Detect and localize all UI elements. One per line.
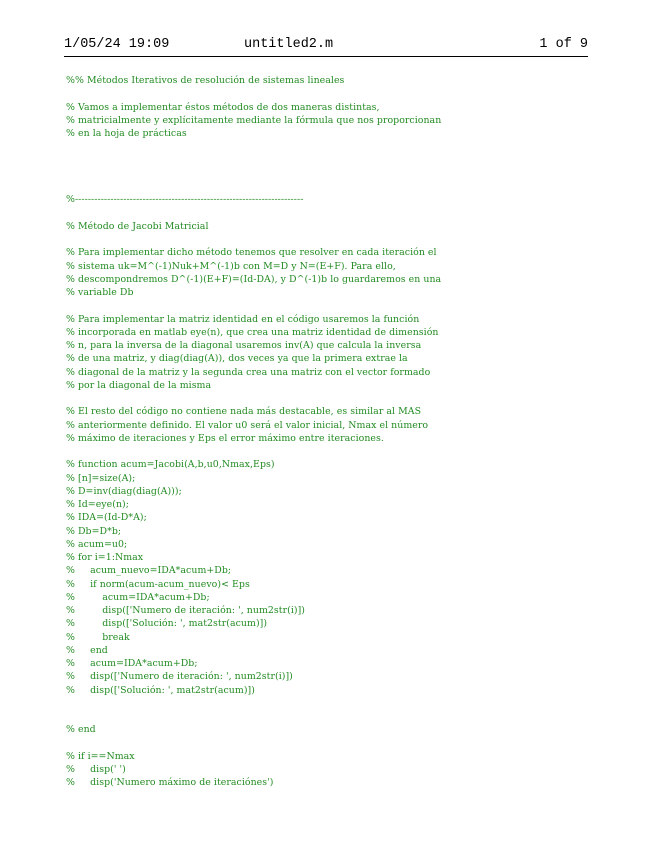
code-line: % variable Db [66,287,134,298]
file-name: untitled2.m [244,37,334,52]
code-line: % disp(['Solución: ', mat2str(acum)]) [66,684,255,696]
blank-line [66,207,590,220]
code-line: % disp(['Numero de iteración: ', num2str(i)]) [66,671,293,683]
blank-line [66,445,590,458]
code-line: % disp(' ') [66,764,126,775]
code-line: % acum_nuevo=IDA*acum+Db; [66,565,232,577]
blank-line [66,233,590,246]
code-line: % máximo de iteraciones y Eps el error máximo entre iteraciones. [66,432,384,444]
code-line: % Vamos a implementar éstos métodos de dos maneras distintas, [66,101,380,113]
blank-line [66,392,590,405]
code-line: % matricialmente y explícitamente mediante la fórmula que nos proporcionan [66,114,442,126]
blank-line [66,737,590,750]
code-line: % break [66,631,130,643]
code-line: % Para implementar dicho método tenemos que resolver en cada iteración el [66,247,437,259]
code-line: % end [66,724,96,736]
blank-line [66,87,590,100]
code-line: % incorporada en matlab eye(n), que crea una matriz identidad de dimensión [66,326,439,338]
code-line: % El resto del código no contiene nada más destacable, es similar al MAS [66,406,422,418]
blank-line [66,140,590,153]
code-line: % Para implementar la matriz identidad en el código usaremos la función [66,313,420,325]
code-line: % disp('Numero máximo de iteraciónes') [66,777,274,789]
code-line: % acum=IDA*acum+Db; [66,591,210,603]
code-line: % diagonal de la matriz y la segunda crea una matriz con el vector formado [66,366,431,378]
code-line: % if i==Nmax [66,750,135,762]
code-line: % Id=eye(n); [66,499,129,510]
print-date: 1/05/24 19:09 [64,37,170,52]
blank-line [66,710,590,723]
code-line: % for i=1:Nmax [66,552,144,563]
code-line: %% Métodos Iterativos de resolución de sistemas lineales [66,75,345,86]
code-line: % acum=u0; [66,538,128,550]
blank-line [66,180,590,193]
code-line: % descompondremos D^(-1)(E+F)=(Id-DA), y D^(-1)b lo guardaremos en una [66,273,442,285]
blank-line [66,167,590,180]
code-line: % Db=D*b; [66,525,122,537]
code-line: % en la hoja de prácticas [66,128,187,139]
code-line: % por la diagonal de la misma [66,379,212,391]
code-line: % if norm(acum-acum_nuevo)< Eps [66,578,250,590]
blank-line [66,299,590,312]
blank-line [66,154,590,167]
print-header [64,36,588,57]
code-line: % anteriormente definido. El valor u0 será el valor inicial, Nmax el número [66,419,429,431]
code-line: % de una matriz, y diag(diag(A)), dos veces ya que la primera extrae la [66,353,408,365]
code-line: % end [66,644,108,656]
blank-line [66,697,590,710]
code-line: % [n]=size(A); [66,472,136,484]
code-line: %----------------------------------------------------------------------- [66,194,304,206]
code-line: % sistema uk=M^(-1)Nuk+M^(-1)b con M=D y N=(E+F). Para ello, [66,260,396,272]
code-line: % acum=IDA*acum+Db; [66,658,198,669]
page-number: 1 of 9 [539,37,588,52]
code-line: % n, para la inversa de la diagonal usaremos inv(A) que calcula la inversa [66,340,422,351]
code-line: % D=inv(diag(diag(A))); [66,485,182,497]
code-line: % disp(['Numero de iteración: ', num2str(i)]) [66,605,306,616]
code-listing [66,74,590,790]
code-line: % IDA=(Id-D*A); [66,512,147,524]
code-line: % Método de Jacobi Matricial [66,220,209,232]
code-line: % disp(['Solución: ', mat2str(acum)]) [66,618,268,630]
code-line: % function acum=Jacobi(A,b,u0,Nmax,Eps) [66,459,275,471]
